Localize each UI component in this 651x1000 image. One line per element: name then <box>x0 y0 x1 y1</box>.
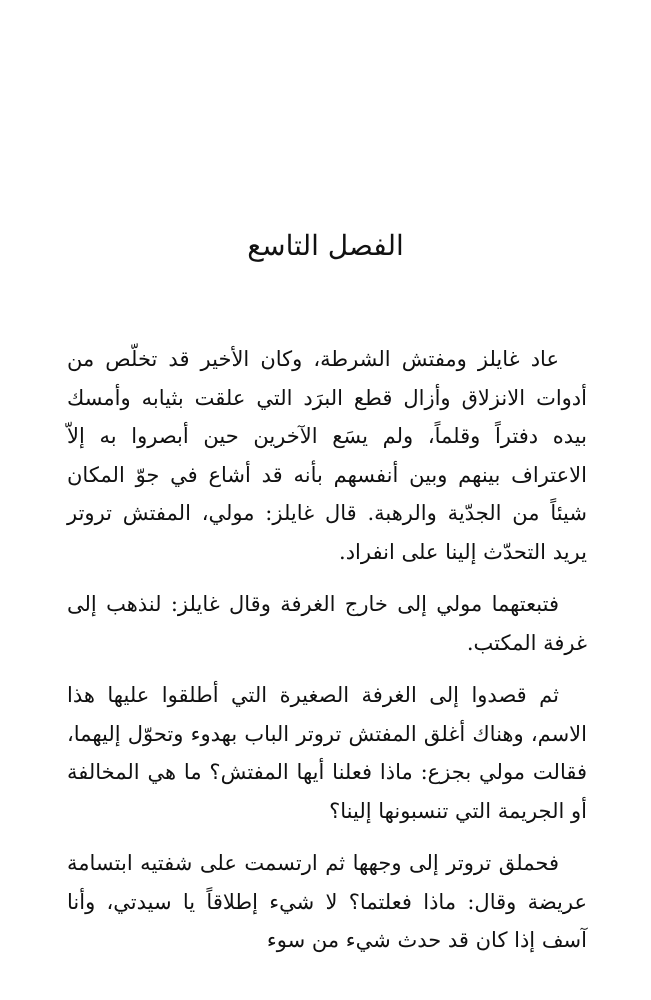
paragraph: ثم قصدوا إلى الغرفة الصغيرة التي أطلقوا عليها هذا الاسم، وهناك أغلق المفتش تروتر الباب بهدوء وتحوّل إليهما، فقالت مولي بجزع: ماذا فعلنا أيها المفتش؟ ما هي المخالفة أو الجريمة التي تنسبونها إلينا؟ <box>67 683 587 823</box>
chapter-body <box>67 340 587 974</box>
paragraph: عاد غايلز ومفتش الشرطة، وكان الأخير قد تخلّص من أدوات الانزلاق وأزال قطع البرَد التي علقت بثيابه وأمسك بيده دفتراً وقلماً، ولم يسَع الآخرين حين أبصروا به إلاّ الاعتراف بينهم وبين أنفسهم بأنه قد أشاع في جوّ المكان شيئاً من الجدّية والرهبة. قال غايلز: مولي، المفتش تروتر يريد التحدّث إلينا على انفراد. <box>67 347 587 564</box>
paragraph: فتبعتهما مولي إلى خارج الغرفة وقال غايلز: لنذهب إلى غرفة المكتب. <box>67 592 587 655</box>
paragraph: فحملق تروتر إلى وجهها ثم ارتسمت على شفتيه ابتسامة عريضة وقال: ماذا فعلتما؟ لا شيء إطلاقاً يا سيدتي، وأنا آسف إذا كان قد حدث شيء من سوء <box>67 851 587 952</box>
chapter-title: الفصل التاسع <box>247 229 404 262</box>
